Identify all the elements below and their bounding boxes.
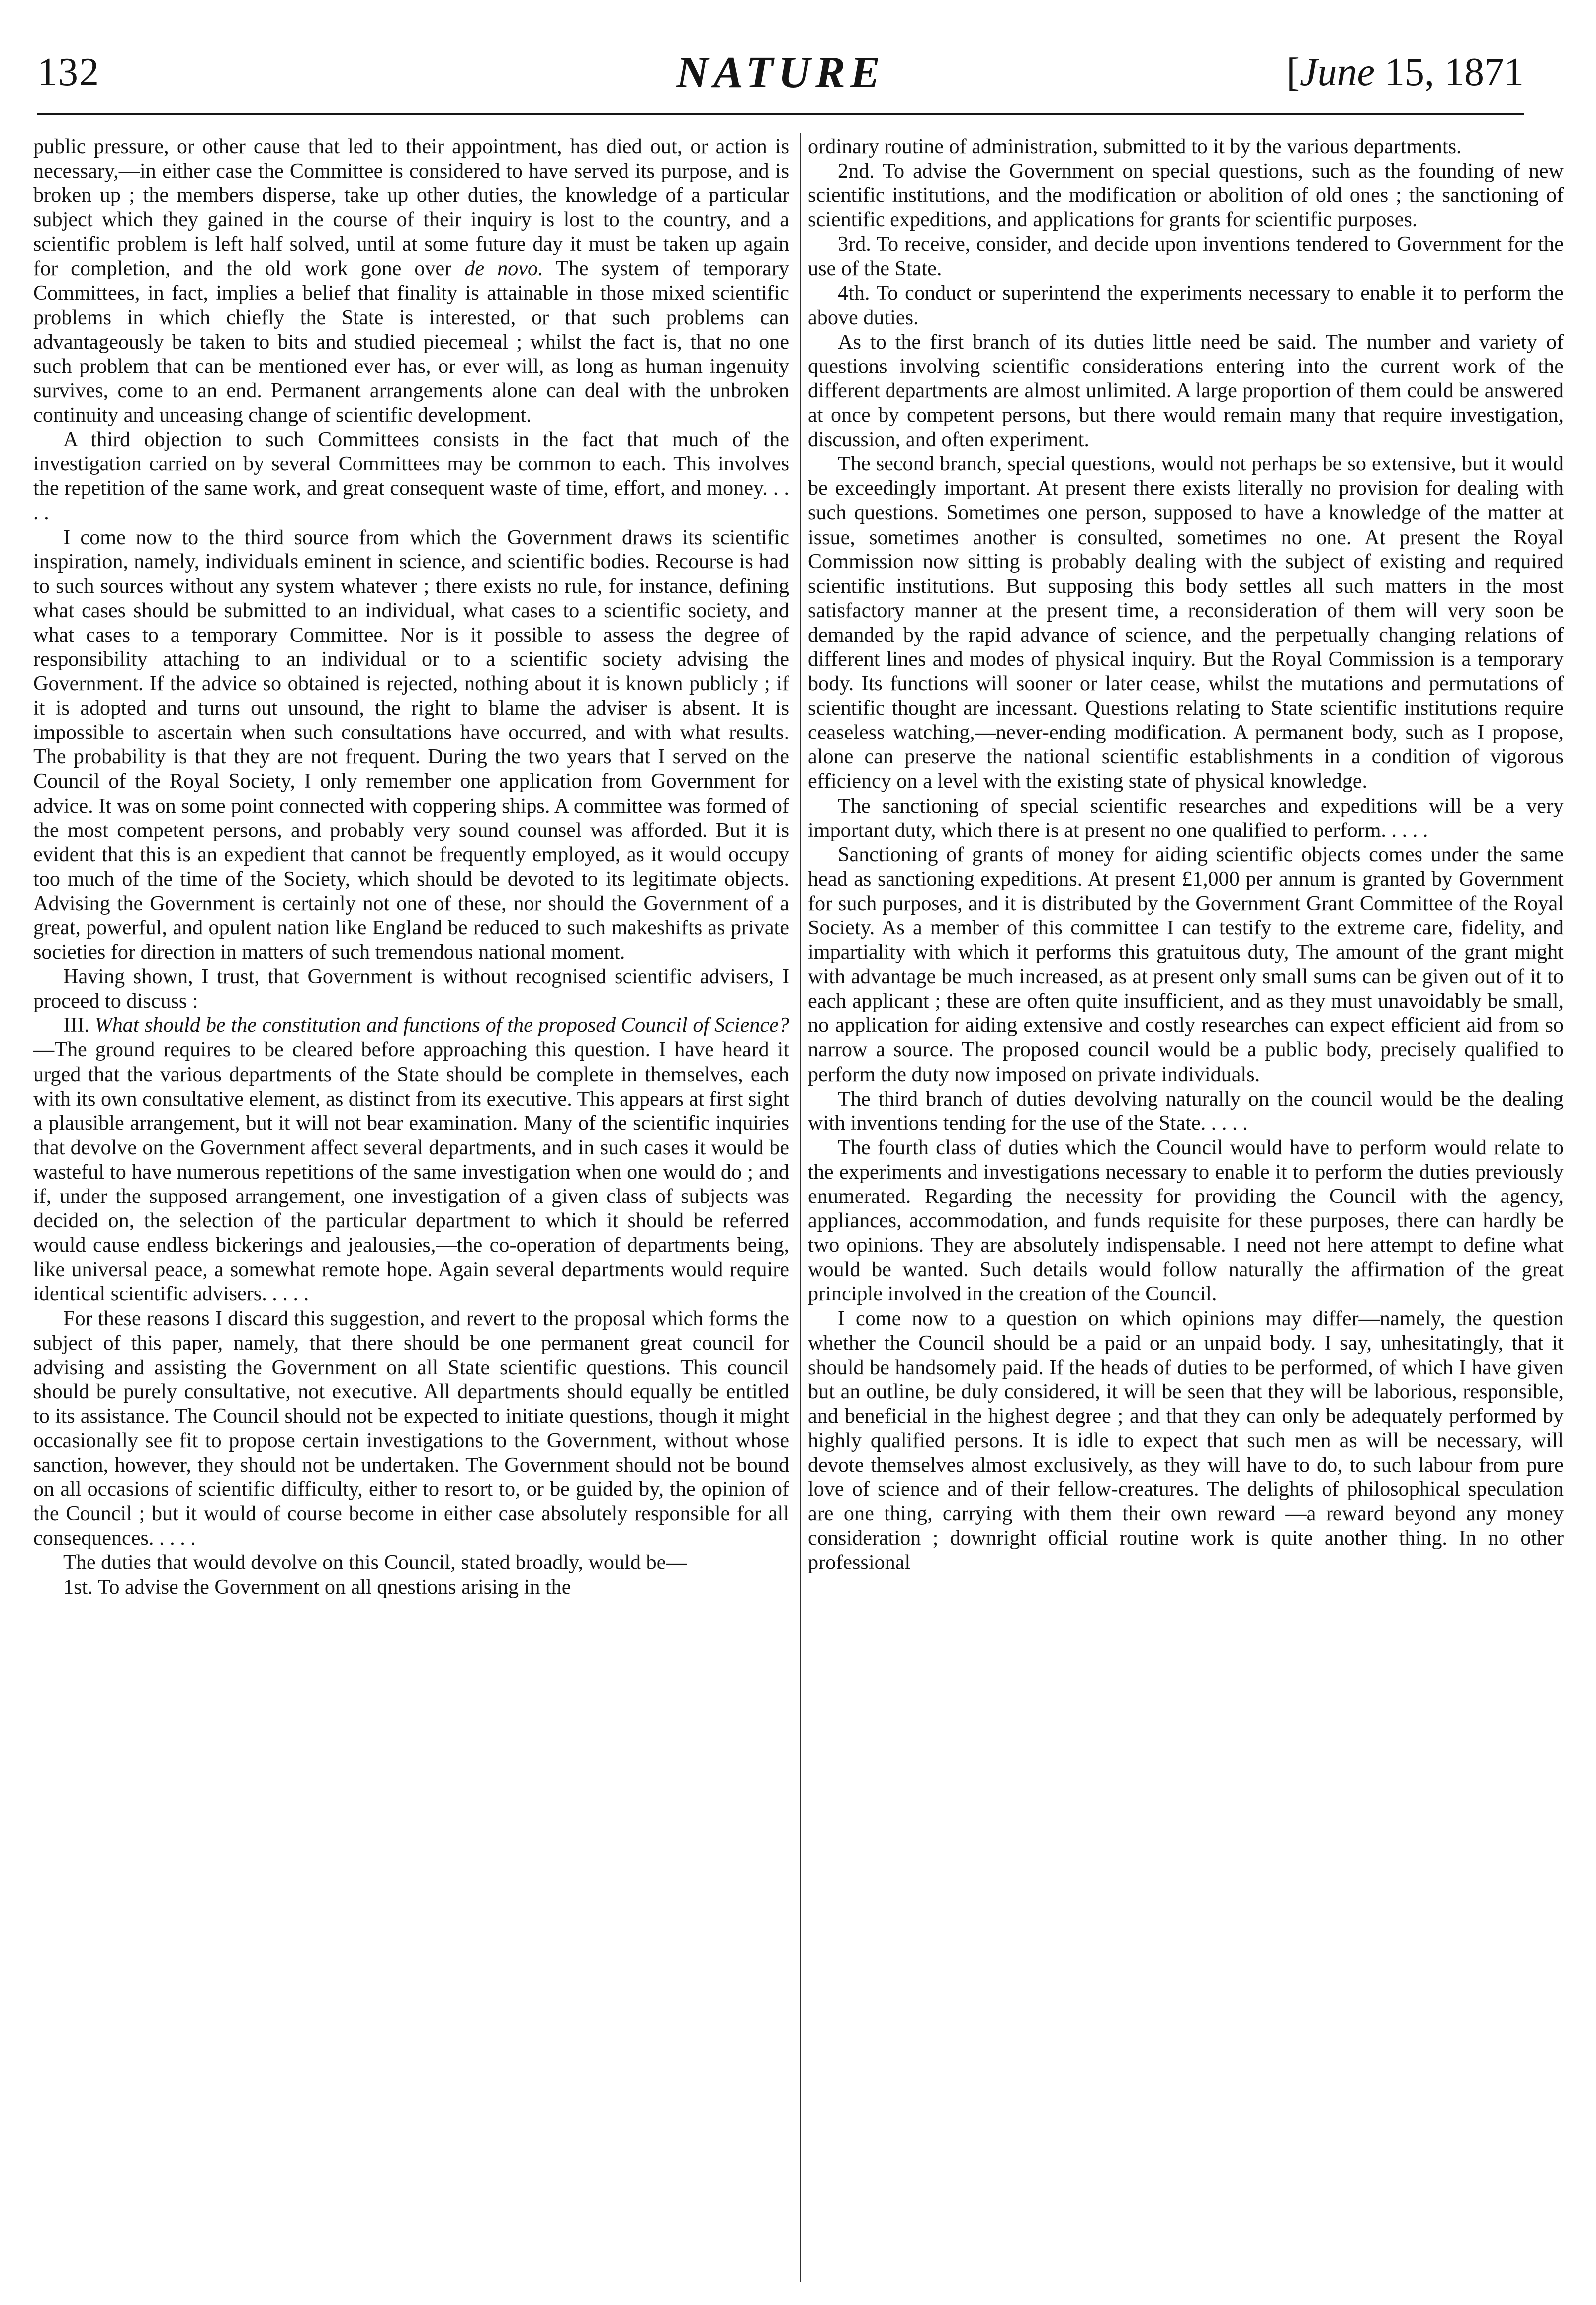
list-item: 1st. To advise the Government on all qnestions arising in the: [63, 1575, 571, 1599]
paragraph: I come now to the third source from which the Government draws its scientific inspiration, namely, individuals eminent in science, and scientific bodies. Recourse is had to such sources without any system whatever ; there exists no rule, for instance, defining what cases should be submitted to an individual, what cases to a scientific society, and what cases to a temporary Committee. Nor is it possible to assess the degree of responsibility attaching to an individual or to a scientific society advising the Government. If the advice so obtained is rejected, nothing about it is known publicly ; if it is adopted and turns out unsound, the right to blame the adviser is absent. It is impossible to ascertain when such consultations have occurred, and with what results. The probability is that they are not frequent. During the two years that I served on the Council of the Royal Society, I only remember one application from Government for advice. It was on some point connected with coppering ships. A committee was formed of the most competent persons, and probably very sound counsel was afforded. But it is evident that this is an expedient that cannot be frequently employed, as it would occupy too much of the time of the Society, which should be devoted to its legitimate objects. Advising the Government is certainly not one of these, nor should the Government of a great, powerful, and opulent nation like England be reduced to such makeshifts as private societies for direction in matters of such tremendous national moment.: [33, 525, 789, 964]
text-run: public pressure, or other cause that led to their appointment, has died out, or action is necessary,—in either case the Committee is considered to have served its purpose, and is broken up ; the members disperse, take up other duties, the knowledge of a particular subject which they gained in the course of their inquiry is lost to the country, and a scientific problem is left half solved, until at some future day it must be taken up again for completion, and the old work gone over: [33, 135, 789, 280]
section-number: III.: [63, 1014, 95, 1037]
page-number: 132: [37, 50, 100, 94]
issue-date-day-year: 15, 1871: [1375, 50, 1524, 94]
text-run: —The ground requires to be cleared before approaching this question. I have heard it urged that the various departments of the State should be complete in themselves, each with its own consultative element, as distinct from its executive. This appears at first sight a plausible arrangement, but it will not bear examination. Many of the scientific inquiries that devolve on the Government affect several departments, and in such cases it would be wasteful to have numerous repetitions of the same investigation when one would do ; and if, under the supposed arrangement, one investigation of a given class of subjects was decided on, the selection of the particular department to which it should be referred would cause endless bickerings and jealousies,—the co-operation of departments being, like universal peace, a somewhat remote hope. Again several departments would require identical scientific advisers. . . . .: [33, 1038, 789, 1306]
column-divider: [800, 133, 801, 2282]
list-item: 2nd. To advise the Government on special questions, such as the founding of new scientific institutions, and the modification or abolition of old ones ; the sanctioning of scientific expeditions, and applications for grants for scientific purposes.: [808, 159, 1564, 232]
text-run: The system of temporary Committees, in fact, implies a belief that finality is attainable in those mixed scientific problems in which chiefly the State is interested, or that such problems can advantageously be taken to bits and studied piecemeal ; whilst the fact is, that no one such problem that can be mentioned ever has, or ever will, as long as human ingenuity survives, come to an end. Permanent arrangements alone can deal with the unbroken continuity and unceasing change of scientific development.: [33, 257, 789, 427]
issue-date-month: June: [1299, 50, 1375, 94]
paragraph: The sanctioning of special scientific researches and expeditions will be a very important duty, which there is at present no one qualified to perform. . . . .: [808, 794, 1564, 842]
paragraph: The duties that would devolve on this Council, stated broadly, would be—: [63, 1551, 687, 1574]
list-item: 3rd. To receive, consider, and decide upon inventions tendered to Government for the use of the State.: [808, 232, 1564, 280]
list-item: 4th. To conduct or superintend the experiments necessary to enable it to perform the above duties.: [808, 281, 1564, 329]
right-column: [808, 134, 1564, 2288]
section-title: What should be the constitution and functions of the proposed Council of Science?: [94, 1014, 789, 1037]
paragraph: ordinary routine of administration, submitted to it by the various departments.: [808, 135, 1462, 158]
paragraph: The fourth class of duties which the Council would have to perform would relate to the experiments and investigations necessary to enable it to perform the duties previously enumerated. Regarding the necessity for providing the Council with the agency, appliances, accommodation, and funds requisite for these purposes, there can hardly be two opinions. They are absolutely indispensable. I need not here attempt to define what would be wanted. Such details would follow naturally the affirmation of the great principle involved in the creation of the Council.: [808, 1135, 1564, 1306]
header-rule: [37, 113, 1524, 115]
page-header: [37, 50, 1524, 109]
paragraph: As to the first branch of its duties little need be said. The number and variety of questions involving scientific considerations entering into the current work of the different departments are almost unlimited. A large proportion of them could be answered at once by competent persons, but there would remain many that require investigation, discussion, and often experiment.: [808, 330, 1564, 452]
paragraph: [33, 134, 789, 427]
paragraph: The third branch of duties devolving naturally on the council would be the dealing with inventions tending for the use of the State. . . . .: [808, 1087, 1564, 1135]
paragraph: For these reasons I discard this suggestion, and revert to the proposal which forms the subject of this paper, namely, that there should be one permanent great council for advising and assisting the Government on all State scientific questions. This council should be purely consultative, not executive. All departments should equally be entitled to its assistance. The Council should not be expected to initiate questions, though it might occasionally see fit to propose certain investigations to the Government, without whose sanction, however, they should not be undertaken. The Government should not be bound on all occasions of scientific difficulty, either to resort to, or be guided by, the opinion of the Council ; but it would of course become in either case absolutely responsible for all consequences. . . . .: [33, 1306, 789, 1550]
paragraph: A third objection to such Committees consists in the fact that much of the investigation carried on by several Committees may be common to each. This involves the repetition of the same work, and great consequent waste of time, effort, and money. . . . .: [33, 428, 789, 525]
issue-date-bracket: [: [1286, 50, 1300, 94]
italic-text: de novo.: [464, 257, 543, 280]
paragraph: Sanctioning of grants of money for aiding scientific objects comes under the same head as sanctioning expeditions. At present £1,000 per annum is granted by Government for such purposes, and it is distributed by the Government Grant Committee of the Royal Society. As a member of this committee I can testify to the extreme care, fidelity, and impartiality with which it performs this gratuitous duty, The amount of the grant might with advantage be much increased, as at present only small sums can be given out of it to each applicant ; these are often quite insufficient, and as they must unavoidably be small, no application for aiding extensive and costly researches can expect efficient aid from so narrow a source. The proposed council would be a public body, precisely qualified to perform the duty now imposed on private individuals.: [808, 842, 1564, 1086]
paragraph: Having shown, I trust, that Government is without recognised scientific advisers, I proceed to discuss :: [33, 965, 789, 1013]
paragraph: The second branch, special questions, would not perhaps be so extensive, but it would be exceedingly important. At present there exists literally no provision for dealing with such questions. Sometimes one person, supposed to have a knowledge of the matter at issue, sometimes another is consulted, sometimes no one. At present the Royal Commission now sitting is probably dealing with the subject of existing and required scientific institutions. But supposing this body settles all such matters in the most satisfactory manner at the present time, a reconsideration of them will very soon be demanded by the rapid advance of science, and the perpetually changing relations of different lines and modes of physical inquiry. But the Royal Commission is a temporary body. Its functions will sooner or later cease, whilst the mutations and permutations of scientific thought are incessant. Questions relating to State scientific institutions require ceaseless watching,—never-ending modification. A permanent body, such as I propose, alone can preserve the national scientific establishments in a condition of vigorous efficiency on a level with the existing state of physical knowledge.: [808, 452, 1564, 793]
section-heading-paragraph: [33, 1013, 789, 1306]
issue-date: [1286, 50, 1524, 95]
journal-title: NATURE: [676, 48, 886, 97]
paragraph: I come now to a question on which opinions may differ—namely, the question whether the Council should be a paid or an unpaid body. I say, unhesitatingly, that it should be handsomely paid. If the heads of duties to be performed, of which I have given but an outline, be duly considered, it will be seen that they will be laborious, responsible, and beneficial in the highest degree ; and that they can only be adequately performed by highly qualified persons. It is idle to expect that such men as will be necessary, will devote themselves almost exclusively, as they will have to do, to such labour from pure love of science and of their fellow-creatures. The delights of philosophical speculation are one thing, carrying with them their own reward —a reward beyond any money consideration ; downright official routine work is quite another thing. In no other professional: [808, 1306, 1564, 1574]
left-column: [33, 134, 789, 2288]
